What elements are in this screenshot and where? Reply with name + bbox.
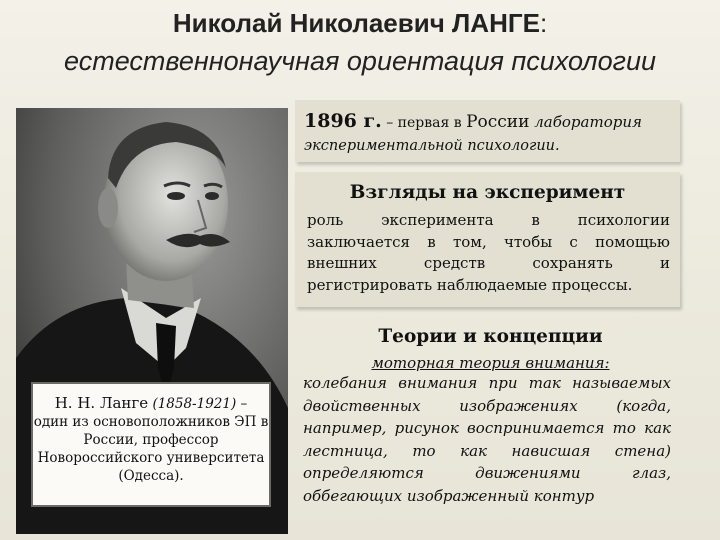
caption-dash: –	[236, 396, 248, 412]
page-title	[0, 8, 720, 39]
caption-years: (1858-1921)	[152, 396, 237, 412]
lab-lab-word: лаборатория	[529, 113, 642, 131]
lab-box	[295, 100, 680, 162]
title-colon: :	[539, 8, 548, 38]
lab-line-1	[304, 110, 642, 132]
page-subtitle: естественнонаучная ориентация психологии	[64, 46, 656, 76]
lab-year: 1896 г.	[304, 110, 382, 132]
caption-text: один из основоположников ЭП в России, профессор Новороссийского университета (Одесса).	[33, 414, 269, 484]
theories-heading: Теории и концепции	[378, 326, 603, 347]
theories-body: колебания внимания при так называемых двойственных изображениях (когда, например, рисунок воспринимается то как лестница, то как нависшая стена) определяются движениями глаз, оббегающих изображенный контур	[303, 374, 671, 505]
views-box	[295, 172, 680, 307]
views-heading: Взгляды на эксперимент	[349, 182, 626, 203]
title-name: Николай Николаевич ЛАНГЕ	[172, 8, 540, 38]
lab-line-2: экспериментальной психологии.	[304, 138, 560, 154]
views-body: роль эксперимента в психологии заключается в том, чтобы с помощью внешних средств сохранять и регистрировать наблюдаемые процессы.	[307, 211, 670, 294]
lab-text: – первая в	[381, 115, 467, 131]
portrait-caption	[31, 382, 271, 507]
lab-russia: России	[466, 112, 530, 132]
theories-subheading: моторная теория внимания:	[371, 354, 610, 372]
caption-name: Н. Н. Ланге	[54, 394, 149, 412]
